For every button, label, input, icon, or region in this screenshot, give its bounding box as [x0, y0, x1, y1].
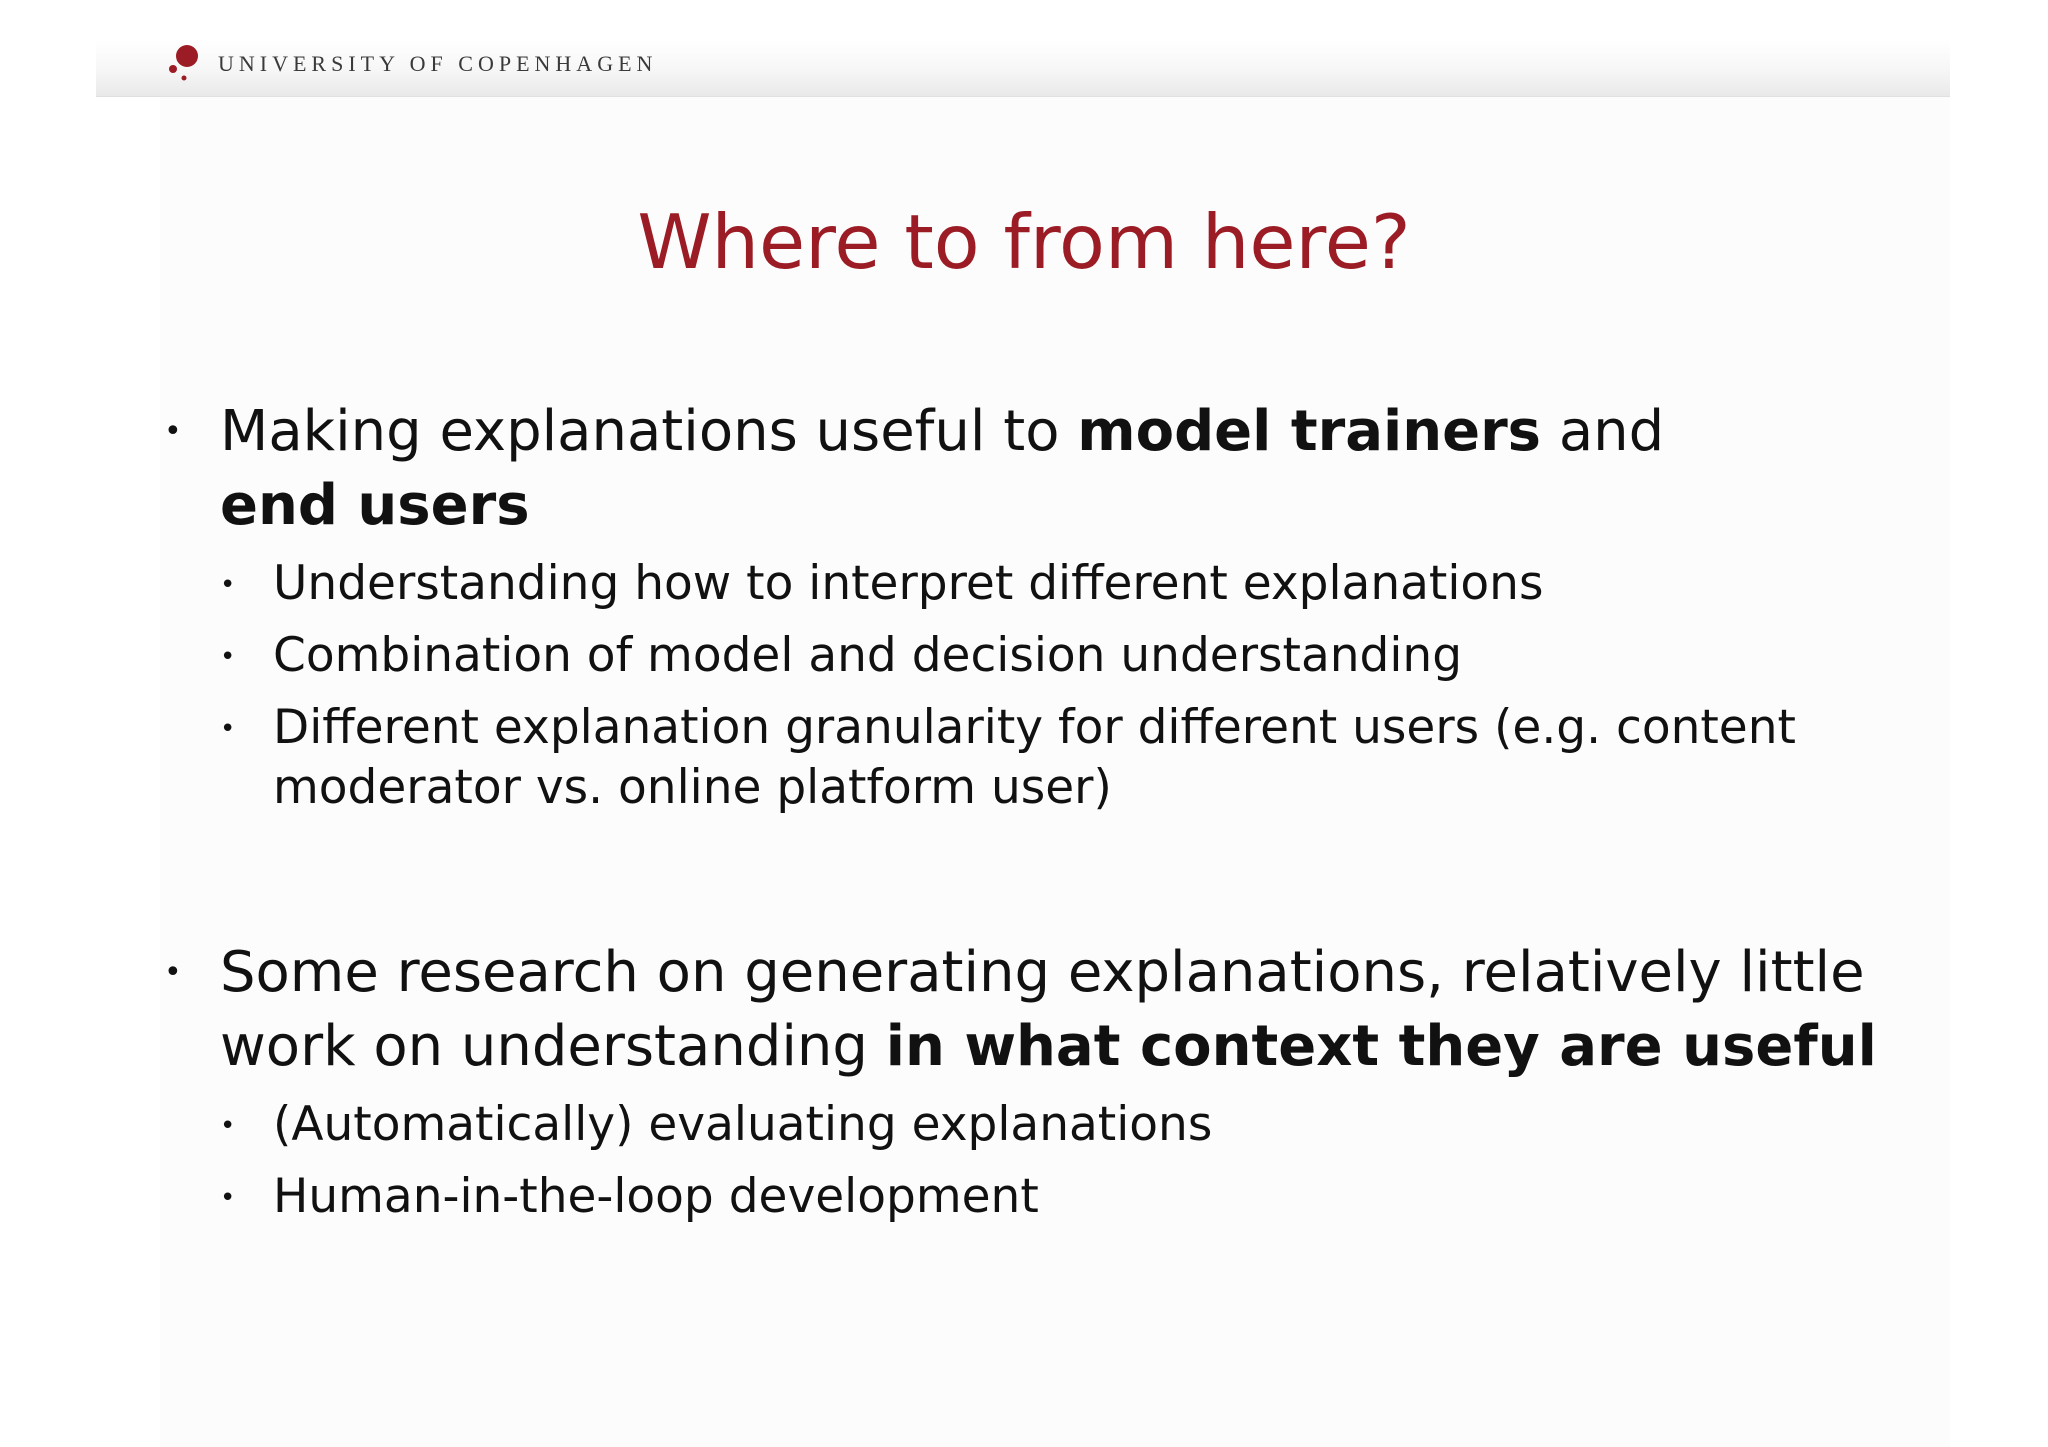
subbullet-text: Combination of model and decision understanding: [273, 628, 1463, 683]
bold-phrase: in what context they are useful: [885, 1014, 1877, 1079]
university-name: UNIVERSITY OF COPENHAGEN: [218, 51, 658, 76]
bullet-marker: •: [164, 414, 182, 449]
bullet-marker: •: [164, 955, 182, 990]
bullet-text: Some research on generating explanations, relatively little work on understanding in what context they are useful: [220, 936, 1877, 1084]
bullet-line: work on understanding in what context they are useful: [220, 1014, 1877, 1079]
subbullet-text: Human-in-the-loop development: [273, 1169, 1039, 1224]
bold-phrase: model trainers: [1077, 399, 1542, 464]
subbullet-marker: •: [220, 1111, 236, 1141]
subbullet-text: Different explanation granularity for different users (e.g. content moderator vs. online platform user): [273, 700, 1796, 815]
subbullet-text: Understanding how to interpret different explanations: [273, 556, 1544, 611]
subbullet-marker: •: [220, 570, 236, 600]
bullet-line: [220, 469, 1664, 543]
slide-title: Where to from here?: [637, 198, 1411, 286]
subbullet-text: (Automatically) evaluating explanations: [273, 1097, 1213, 1152]
bullet-text: [220, 395, 1664, 543]
subbullet-marker: •: [220, 1183, 236, 1213]
subbullet-marker: •: [220, 714, 236, 744]
university-seal-icon: [166, 42, 200, 84]
bold-phrase: end users: [220, 473, 530, 538]
subbullet-marker: •: [220, 642, 236, 672]
bullet-line: Making explanations useful to model trainers and: [220, 399, 1665, 464]
